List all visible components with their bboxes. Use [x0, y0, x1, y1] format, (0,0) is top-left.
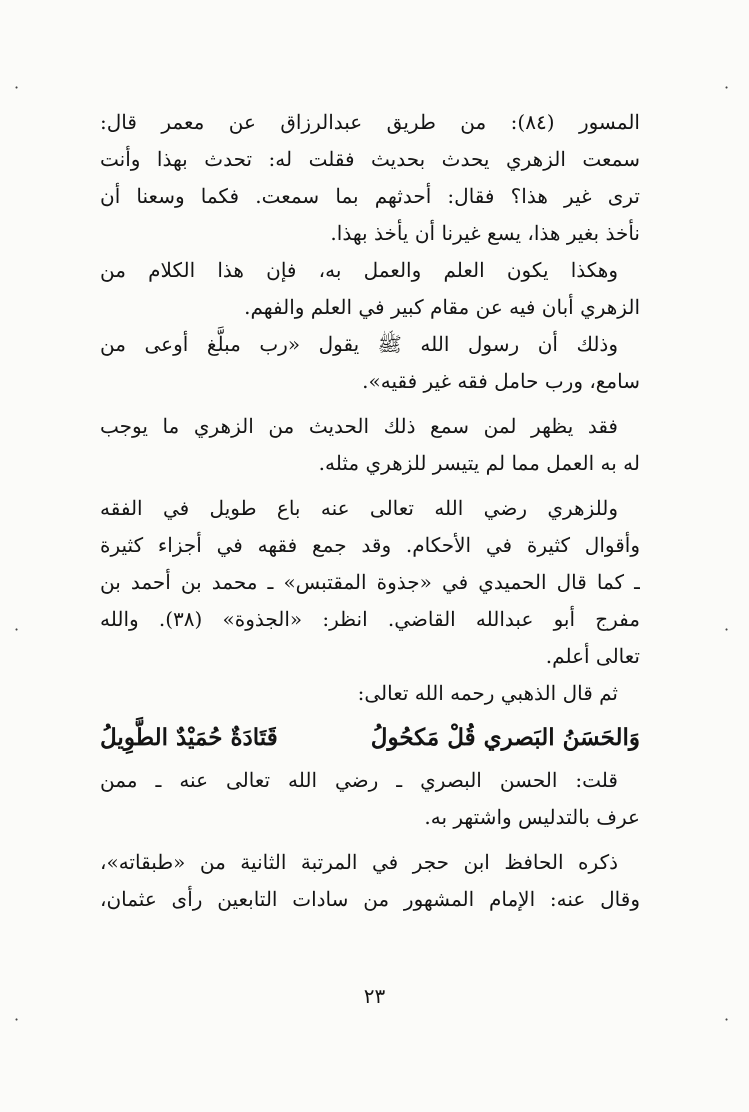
- margin-tick: ·: [724, 620, 730, 639]
- margin-tick: ·: [724, 78, 730, 97]
- text-line: قلت: الحسن البصري ـ رضي الله تعالى عنه ـ ممن: [100, 768, 618, 792]
- text-line: نأخذ بغير هذا، يسع غيرنا أن يأخذ بهذا.: [330, 221, 640, 245]
- text-line: وأقوال كثيرة في الأحكام. وقد جمع فقهه في أجزاء كثيرة: [100, 533, 640, 557]
- verse-hemistich-right: وَالحَسَنُ البَصري قُلْ مَكحُولُ: [370, 724, 640, 751]
- text-line: مفرج أبو عبدالله القاضي. انظر: «الجذوة» (٣٨). والله: [100, 607, 640, 631]
- text-line: وقال عنه: الإمام المشهور من سادات التابعين رأى عثمان،: [100, 887, 640, 911]
- text-line: فقد يظهر لمن سمع ذلك الحديث من الزهري ما يوجب: [100, 414, 618, 438]
- margin-tick: ·: [724, 1010, 730, 1029]
- text-line: المسور (٨٤): من طريق عبدالرزاق عن معمر قال:: [100, 110, 640, 134]
- text-line: وللزهري رضي الله تعالى عنه باع طويل في الفقه: [100, 496, 618, 520]
- text-line: سمعت الزهري يحدث بحديث فقلت له: تحدث بهذا وأنت: [100, 147, 640, 171]
- text-line: عرف بالتدليس واشتهر به.: [424, 805, 640, 829]
- text-line: سامع، ورب حامل فقه غير فقيه».: [362, 369, 640, 393]
- text-line: ذكره الحافظ ابن حجر في المرتبة الثانية من «طبقاته»،: [100, 850, 618, 874]
- text-line: ـ كما قال الحميدي في «جذوة المقتبس» ـ محمد بن أحمد بن: [100, 570, 640, 594]
- text-line: الزهري أبان فيه عن مقام كبير في العلم والفهم.: [244, 295, 640, 319]
- text-line: وذلك أن رسول الله ﷺ يقول «رب مبلَّغ أوعى من: [100, 332, 618, 356]
- margin-tick: ·: [14, 1010, 20, 1029]
- margin-tick: ·: [14, 78, 20, 97]
- verse-hemistich-left: قَتَادَةٌ حُمَيْدٌ الطَّوِيلُ: [100, 724, 278, 751]
- text-line: ثم قال الذهبي رحمه الله تعالى:: [357, 681, 618, 705]
- page-number: ٢٣: [363, 984, 386, 1008]
- main-text: [100, 104, 640, 918]
- text-line: ترى غير هذا؟ فقال: أحدثهم بما سمعت. فكما وسعنا أن: [100, 184, 640, 208]
- poem-verse: [100, 716, 640, 760]
- text-line: وهكذا يكون العلم والعمل به، فإن هذا الكلام من: [100, 258, 618, 282]
- text-line: تعالى أعلم.: [545, 644, 640, 668]
- margin-tick: ·: [14, 620, 20, 639]
- text-line: له به العمل مما لم يتيسر للزهري مثله.: [318, 451, 640, 475]
